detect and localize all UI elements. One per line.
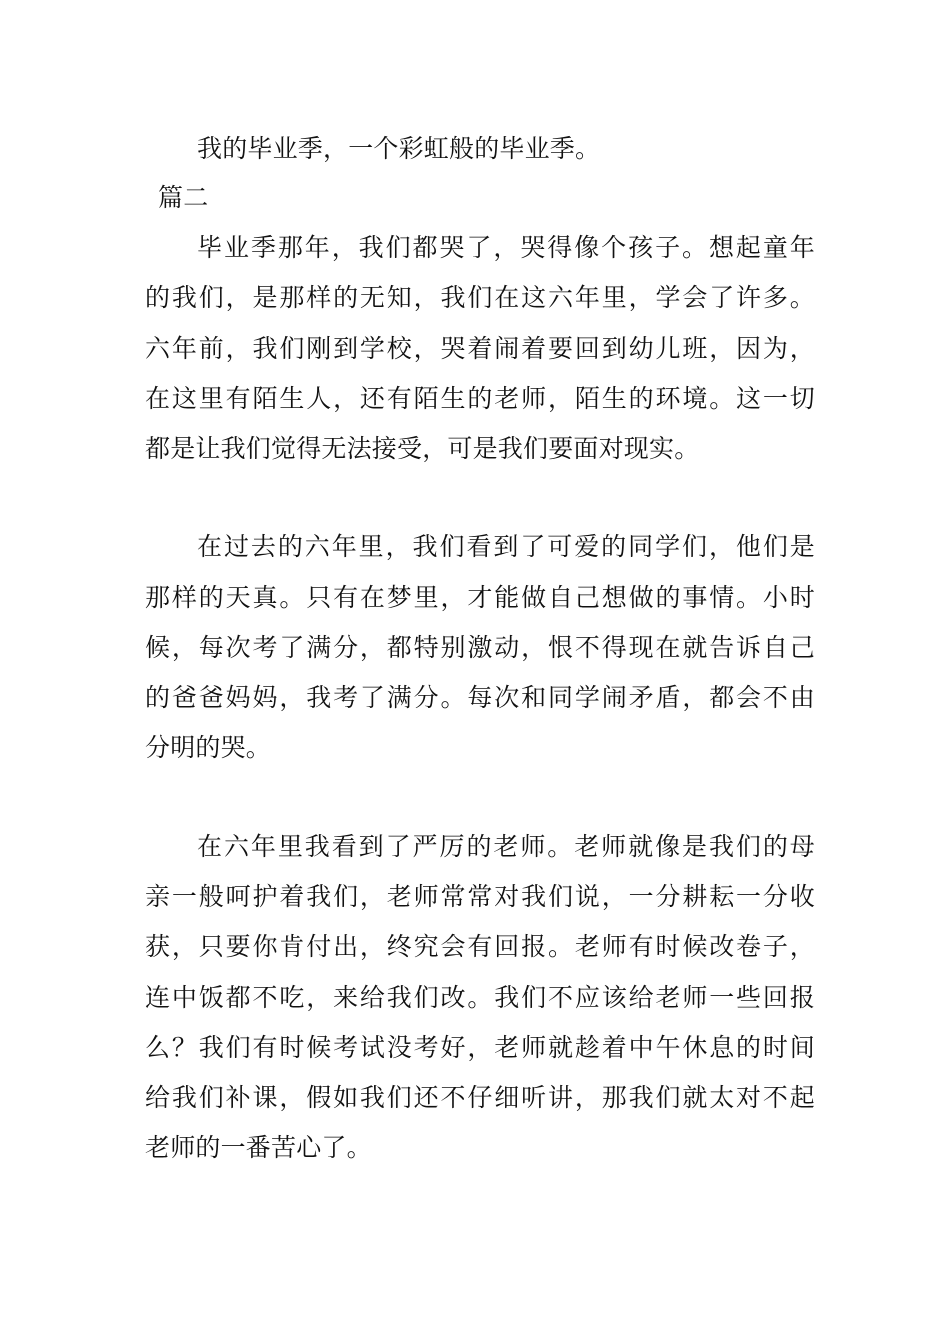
paragraph-line: 候，每次考了满分，都特别激动，恨不得现在就告诉自己	[145, 633, 815, 662]
section-heading: 篇二	[158, 183, 209, 212]
paragraph-line: 在六年里我看到了严厉的老师。老师就像是我们的母	[197, 832, 815, 861]
paragraph-line: 六年前，我们刚到学校，哭着闹着要回到幼儿班，因为，	[145, 334, 815, 363]
paragraph-line: 给我们补课，假如我们还不仔细听讲，那我们就太对不起	[145, 1083, 815, 1112]
paragraph-line: 的我们，是那样的无知，我们在这六年里，学会了许多。	[145, 283, 815, 312]
paragraph-line: 老师的一番苦心了。	[145, 1133, 372, 1162]
paragraph-line: 都是让我们觉得无法接受，可是我们要面对现实。	[145, 434, 700, 463]
paragraph-line: 分明的哭。	[145, 733, 272, 762]
paragraph-line: 的爸爸妈妈，我考了满分。每次和同学闹矛盾，都会不由	[145, 683, 815, 712]
paragraph-line: 亲一般呵护着我们，老师常常对我们说，一分耕耘一分收	[145, 882, 815, 911]
paragraph-line: 在这里有陌生人，还有陌生的老师，陌生的环境。这一切	[145, 384, 815, 413]
paragraph-line: 在过去的六年里，我们看到了可爱的同学们，他们是	[197, 532, 815, 561]
paragraph-line: 那样的天真。只有在梦里，才能做自己想做的事情。小时	[145, 583, 815, 612]
paragraph-line: 毕业季那年，我们都哭了，哭得像个孩子。想起童年	[197, 233, 815, 262]
closing-line: 我的毕业季，一个彩虹般的毕业季。	[197, 134, 601, 163]
paragraph-line: 连中饭都不吃，来给我们改。我们不应该给老师一些回报	[145, 983, 815, 1012]
paragraph-line: 获，只要你肯付出，终究会有回报。老师有时候改卷子，	[145, 932, 815, 961]
paragraph-line: 么？我们有时候考试没考好，老师就趁着中午休息的时间	[145, 1033, 815, 1062]
